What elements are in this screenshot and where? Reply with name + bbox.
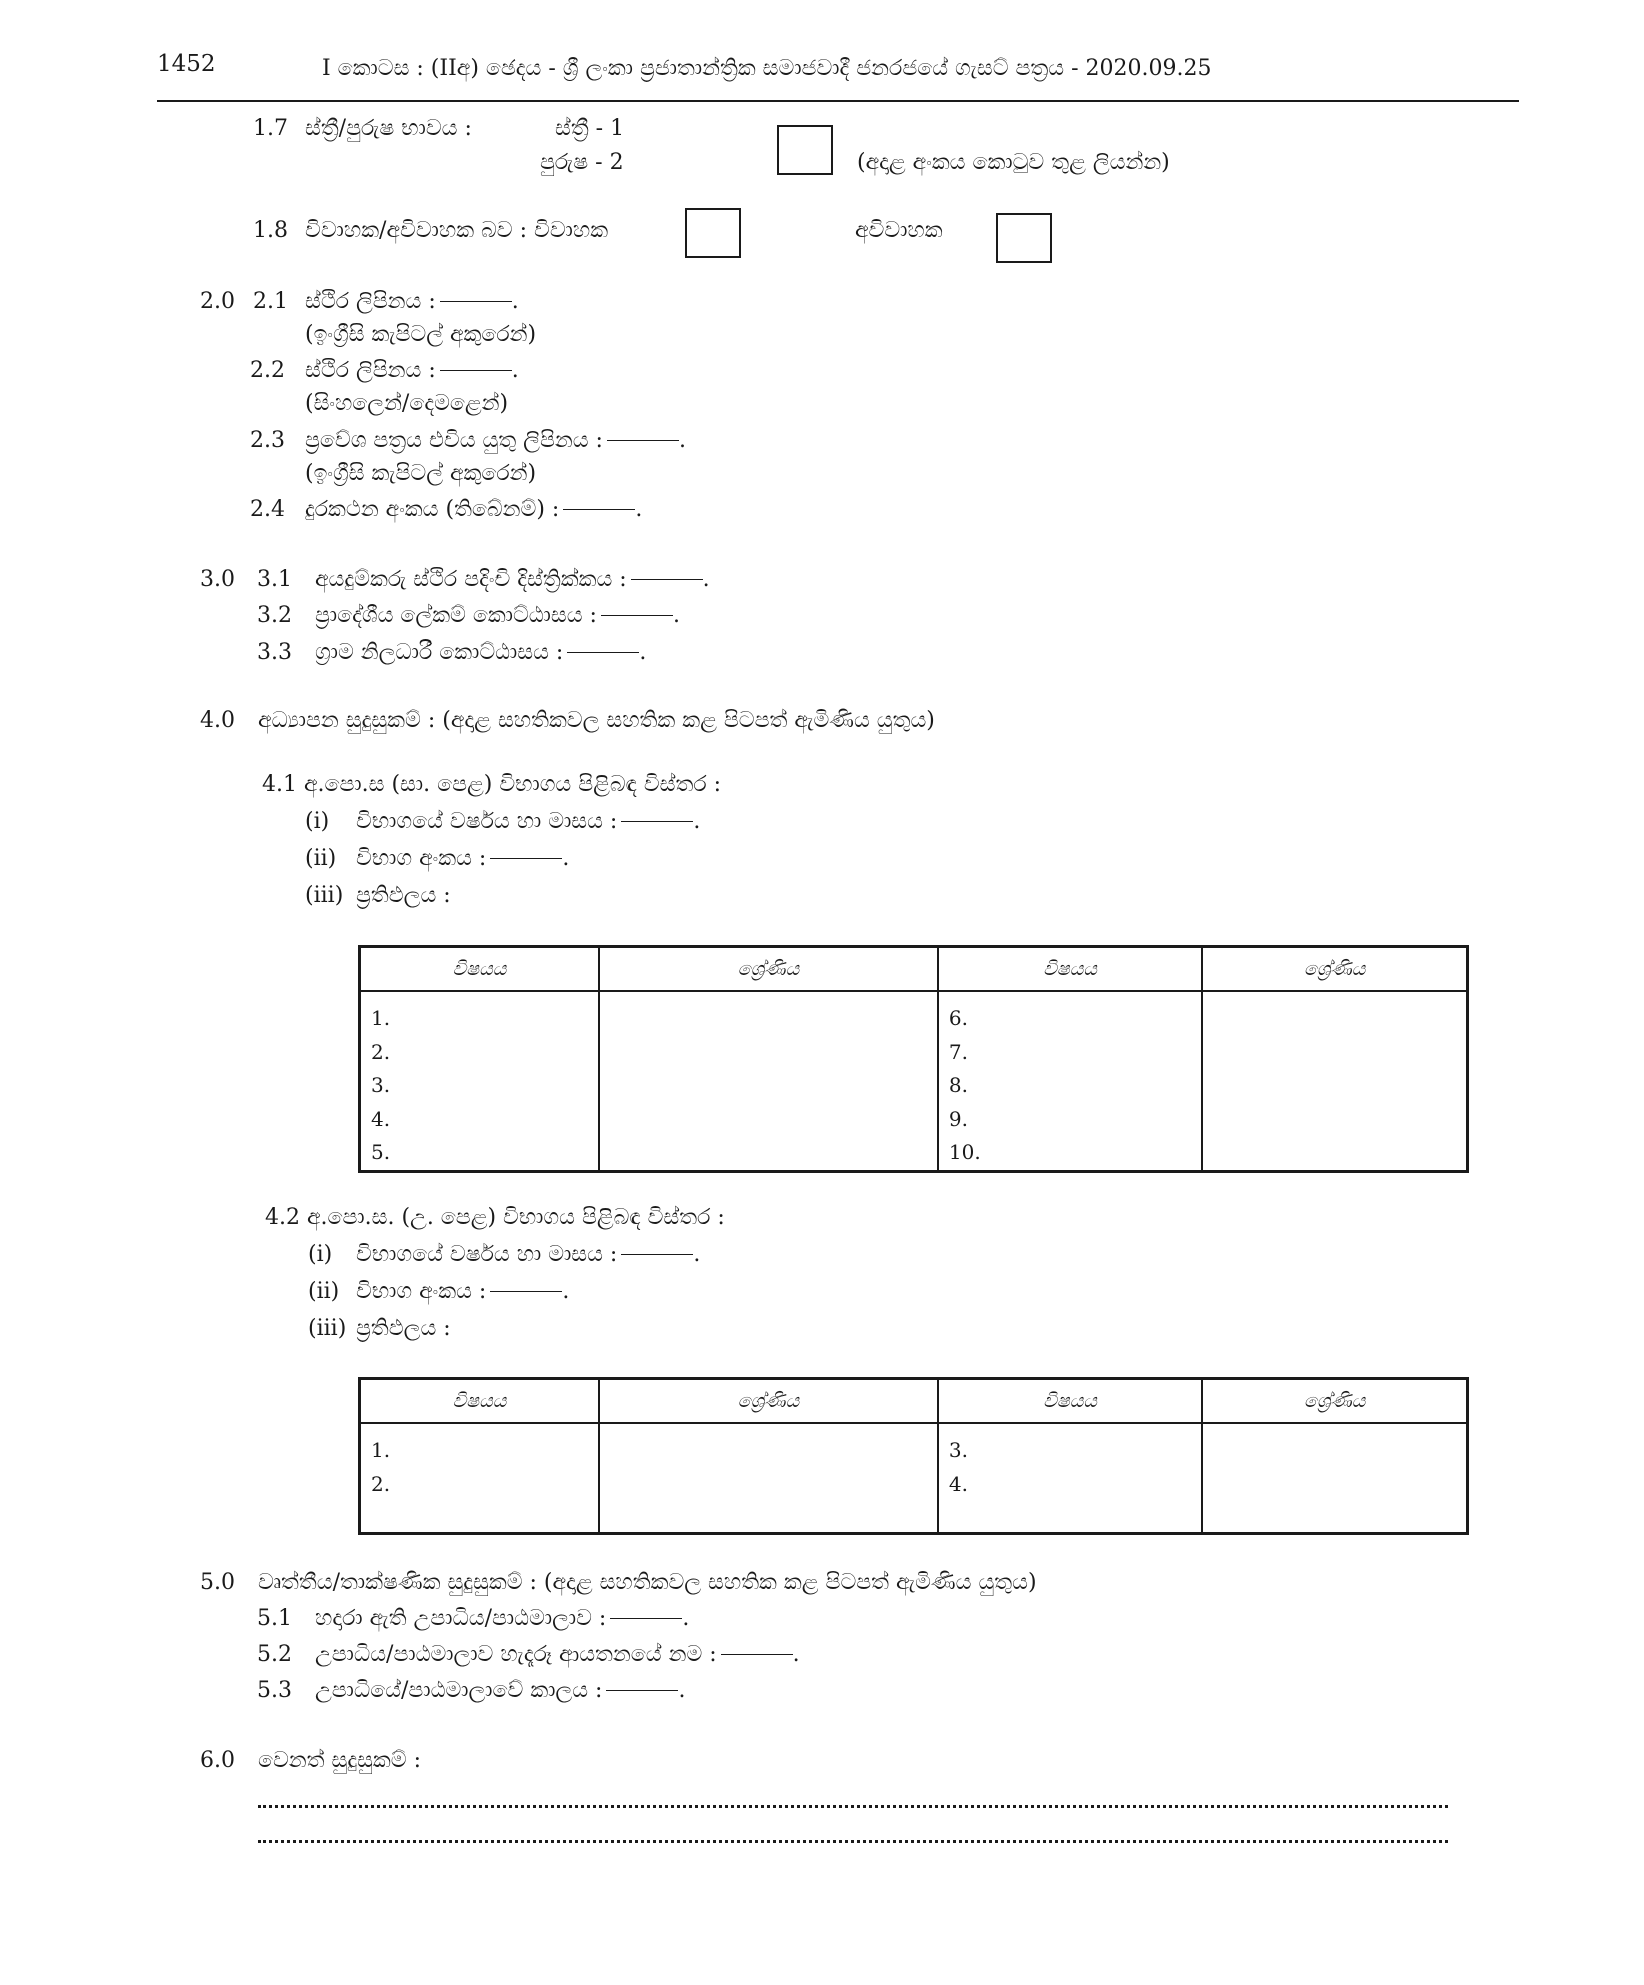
gender-option-male: පුරුෂ - 2 bbox=[540, 150, 624, 175]
al-results-table bbox=[358, 1377, 1469, 1535]
page-number: 1452 bbox=[157, 51, 216, 77]
divisional-secretariat-label: ප්‍රාදේශීය ලේකම් කොට්ඨාසය : bbox=[315, 603, 597, 628]
row-number: 9. bbox=[948, 1106, 968, 1131]
course-duration-field[interactable]: උපාධියේ/පාඨමාලාවේ කාලය : . bbox=[315, 1678, 686, 1703]
fill-blank bbox=[490, 858, 562, 859]
gender-code-box[interactable] bbox=[777, 125, 833, 175]
fill-blank bbox=[567, 652, 639, 653]
item-number-5-1: 5.1 bbox=[257, 1606, 292, 1631]
ol-roman-iii: (iii) bbox=[305, 883, 344, 908]
section-number-4-0: 4.0 bbox=[200, 708, 235, 733]
gazette-header-title: I කොටස : (IIඅ) ඡෙදය - ශ්‍රී ලංකා ප්‍රජාතාන්ත්‍රික සමාජවාදී ජනරජයේ ගැසට් පත්‍රය - 2020.09.25 bbox=[322, 56, 1212, 81]
row-number: 10. bbox=[948, 1140, 981, 1164]
row-number: 4. bbox=[948, 1471, 968, 1496]
permanent-address-label: ස්ථිර ලිපිනය : bbox=[305, 358, 436, 383]
al-exam-year-month-field[interactable]: විභාගයේ වර්ෂය හා මාසය : . bbox=[356, 1242, 701, 1267]
permanent-address-sinhala-note: (සිංහලෙන්/දෙමළෙන්) bbox=[305, 391, 509, 416]
item-number-2-4: 2.4 bbox=[250, 497, 285, 522]
gender-label: ස්ත්‍රී/පුරුෂ භාවය : bbox=[305, 116, 472, 141]
al-exam-details-heading bbox=[265, 1207, 725, 1229]
other-qualifications-line-2[interactable] bbox=[258, 1840, 1448, 1843]
row-number: 2. bbox=[371, 1039, 391, 1064]
table-row bbox=[360, 1423, 1468, 1534]
row-number: 3. bbox=[371, 1073, 391, 1097]
telephone-number-field[interactable]: දුරකථන අංකය (තිබේනම්) : . bbox=[305, 497, 643, 522]
section-number-5-0: 5.0 bbox=[200, 1570, 235, 1595]
index-number-label: විභාග අංකය : bbox=[356, 846, 487, 871]
grade-column-header: ශ්‍රේණිය bbox=[599, 1379, 938, 1424]
other-qualifications-heading: වෙනත් සුදුසුකම් : bbox=[258, 1748, 422, 1773]
subject-cell-left[interactable] bbox=[360, 991, 599, 1171]
row-number: 4. bbox=[371, 1106, 391, 1131]
grade-cell-left[interactable] bbox=[599, 1423, 938, 1534]
exam-year-month-label: විභාගයේ වර්ෂය හා මාසය : bbox=[356, 1242, 618, 1267]
grade-column-header: ශ්‍රේණිය bbox=[1202, 1379, 1467, 1424]
row-number: 8. bbox=[948, 1073, 968, 1097]
institute-name-field[interactable]: උපාධිය/පාඨමාලාව හැදෑරූ ආයතනයේ නම : . bbox=[315, 1642, 800, 1667]
item-number-3-2: 3.2 bbox=[257, 603, 292, 628]
grade-column-header: ශ්‍රේණිය bbox=[599, 947, 938, 992]
fill-blank bbox=[601, 615, 673, 616]
district-label: අයදුම්කරු ස්ථිර පදිංචි දිස්ත්‍රික්කය : bbox=[315, 567, 627, 592]
unmarried-checkbox[interactable] bbox=[996, 213, 1052, 263]
item-number-1-7: 1.7 bbox=[253, 116, 288, 141]
section-number-6-0: 6.0 bbox=[200, 1748, 235, 1773]
admission-address-field[interactable]: ප්‍රවේශ පත්‍රය එවිය යුතු ලිපිනය : . bbox=[305, 428, 686, 453]
education-qualifications-heading: අධ්‍යාපන සුදුසුකම් : (අදාළ සහතිකවල සහතික කළ පිටපත් ඇමිණිය යුතුය) bbox=[258, 708, 935, 733]
ol-exam-details-heading bbox=[262, 774, 721, 796]
telephone-number-label: දුරකථන අංකය (තිබේනම්) : bbox=[305, 497, 560, 522]
other-qualifications-line-1[interactable] bbox=[258, 1805, 1448, 1808]
marital-status-label: විවාහක/අවිවාහක බව : විවාහක bbox=[305, 218, 609, 243]
item-number-4-2: 4.2 bbox=[265, 1205, 300, 1230]
fill-blank bbox=[490, 1291, 562, 1292]
grama-niladhari-label: ග්‍රාම නිලධාරී කොට්ඨාසය : bbox=[315, 640, 564, 665]
gender-option-female: ස්ත්‍රී - 1 bbox=[555, 116, 625, 141]
item-number-2-2: 2.2 bbox=[250, 358, 285, 383]
section-number-2-0: 2.0 bbox=[200, 289, 235, 314]
degree-course-field[interactable]: හදාරා ඇති උපාධිය/පාඨමාලාව : . bbox=[315, 1606, 690, 1631]
ol-results-table bbox=[358, 945, 1469, 1173]
fill-blank bbox=[606, 1690, 678, 1691]
grade-cell-right[interactable] bbox=[1202, 1423, 1467, 1534]
permanent-address-english-note: (ඉංග්‍රීසි කැපිටල් අකුරෙන්) bbox=[305, 322, 537, 347]
row-number: 3. bbox=[948, 1438, 968, 1462]
professional-qualifications-heading: වෘත්තීය/තාක්ෂණික සුදුසුකම් : (අදාළ සහතිකවල සහතික කළ පිටපත් ඇමිණිය යුතුය) bbox=[258, 1570, 1037, 1595]
section-number-3-0: 3.0 bbox=[200, 567, 235, 592]
al-roman-i: (i) bbox=[308, 1242, 333, 1267]
ol-roman-ii: (ii) bbox=[305, 846, 337, 871]
grama-niladhari-field[interactable]: ග්‍රාම නිලධාරී කොට්ඨාසය : . bbox=[315, 640, 647, 665]
fill-blank bbox=[563, 509, 635, 510]
item-number-5-3: 5.3 bbox=[257, 1678, 292, 1703]
course-duration-label: උපාධියේ/පාඨමාලාවේ කාලය : bbox=[315, 1678, 603, 1703]
ol-results-label: ප්‍රතිඵලය : bbox=[356, 883, 451, 908]
degree-course-label: හදාරා ඇති උපාධිය/පාඨමාලාව : bbox=[315, 1606, 607, 1631]
row-number: 2. bbox=[371, 1471, 391, 1496]
ol-roman-i: (i) bbox=[305, 809, 330, 834]
subject-column-header: විෂයය bbox=[938, 1379, 1202, 1424]
row-number: 5. bbox=[371, 1140, 391, 1164]
fill-blank bbox=[621, 1254, 693, 1255]
index-number-label: විභාග අංකය : bbox=[356, 1279, 487, 1304]
al-exam-label: අ.පො.ස. (උ. පෙළ) විභාගය පිළිබඳ විස්තර : bbox=[307, 1205, 725, 1230]
row-number: 7. bbox=[948, 1039, 968, 1064]
gender-instruction-note: (අදාළ අංකය කොටුව තුළ ලියන්න) bbox=[857, 150, 1170, 175]
row-number: 1. bbox=[371, 1438, 391, 1462]
fill-blank bbox=[610, 1618, 682, 1619]
al-index-number-field[interactable]: විභාග අංකය : . bbox=[356, 1279, 570, 1304]
fill-blank bbox=[631, 579, 703, 580]
table-row bbox=[360, 991, 1468, 1171]
admission-address-note: (ඉංග්‍රීසි කැපිටල් අකුරෙන්) bbox=[305, 461, 537, 486]
al-roman-iii: (iii) bbox=[308, 1316, 347, 1341]
district-field[interactable]: අයදුම්කරු ස්ථිර පදිංචි දිස්ත්‍රික්කය : . bbox=[315, 567, 710, 592]
item-number-4-1: 4.1 bbox=[262, 772, 297, 797]
permanent-address-label: ස්ථිර ලිපිනය : bbox=[305, 289, 436, 314]
subject-cell-right[interactable] bbox=[938, 1423, 1202, 1534]
permanent-address-english-field[interactable]: ස්ථිර ලිපිනය : . bbox=[305, 289, 519, 314]
al-roman-ii: (ii) bbox=[308, 1279, 340, 1304]
fill-blank bbox=[607, 440, 679, 441]
grade-cell-right[interactable] bbox=[1202, 991, 1467, 1171]
ol-exam-label: අ.පො.ස (සා. පෙළ) විභාගය පිළිබඳ විස්තර : bbox=[304, 772, 722, 797]
item-number-1-8: 1.8 bbox=[253, 218, 288, 243]
ol-exam-year-month-field[interactable]: විභාගයේ වර්ෂය හා මාසය : . bbox=[356, 809, 701, 834]
subject-cell-left[interactable] bbox=[360, 1423, 599, 1534]
subject-column-header: විෂයය bbox=[360, 947, 599, 992]
subject-column-header: විෂයය bbox=[938, 947, 1202, 992]
item-number-5-2: 5.2 bbox=[257, 1642, 292, 1667]
fill-blank bbox=[621, 821, 693, 822]
married-checkbox[interactable] bbox=[685, 208, 741, 258]
al-results-label: ප්‍රතිඵලය : bbox=[356, 1316, 451, 1341]
header-rule bbox=[157, 100, 1519, 102]
row-number: 6. bbox=[948, 1006, 968, 1030]
table-header-row bbox=[360, 947, 1468, 992]
table-header-row bbox=[360, 1379, 1468, 1424]
admission-address-label: ප්‍රවේශ පත්‍රය එවිය යුතු ලිපිනය : bbox=[305, 428, 603, 453]
fill-blank bbox=[440, 301, 512, 302]
divisional-secretariat-field[interactable]: ප්‍රාදේශීය ලේකම් කොට්ඨාසය : . bbox=[315, 603, 680, 628]
subject-column-header: විෂයය bbox=[360, 1379, 599, 1424]
permanent-address-sinhala-field[interactable]: ස්ථිර ලිපිනය : . bbox=[305, 358, 519, 383]
unmarried-label: අවිවාහක bbox=[855, 218, 943, 243]
subject-cell-right[interactable] bbox=[938, 991, 1202, 1171]
institute-name-label: උපාධිය/පාඨමාලාව හැදෑරූ ආයතනයේ නම : bbox=[315, 1642, 717, 1667]
fill-blank bbox=[721, 1654, 793, 1655]
row-number: 1. bbox=[371, 1006, 391, 1030]
grade-column-header: ශ්‍රේණිය bbox=[1202, 947, 1467, 992]
grade-cell-left[interactable] bbox=[599, 991, 938, 1171]
item-number-2-1: 2.1 bbox=[253, 289, 288, 314]
fill-blank bbox=[440, 370, 512, 371]
ol-index-number-field[interactable]: විභාග අංකය : . bbox=[356, 846, 570, 871]
item-number-2-3: 2.3 bbox=[250, 428, 285, 453]
item-number-3-3: 3.3 bbox=[257, 640, 292, 665]
item-number-3-1: 3.1 bbox=[257, 567, 292, 592]
exam-year-month-label: විභාගයේ වර්ෂය හා මාසය : bbox=[356, 809, 618, 834]
